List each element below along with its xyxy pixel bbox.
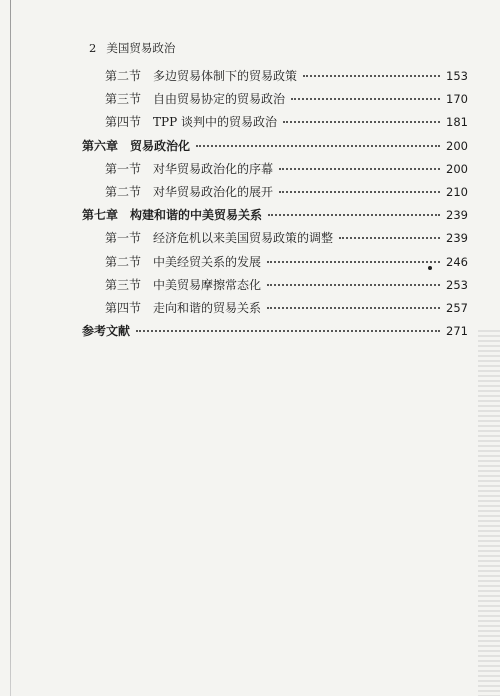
print-speck bbox=[428, 266, 432, 270]
toc-entry-number: 第七章 bbox=[82, 208, 119, 223]
toc-leader-dots bbox=[196, 135, 440, 147]
toc-entry-number: 第二节 bbox=[105, 185, 142, 199]
toc-chapter-row bbox=[82, 137, 468, 157]
toc-page-number: 271 bbox=[446, 324, 468, 339]
toc-entry-number: 第四节 bbox=[105, 301, 142, 315]
toc-leader-dots bbox=[268, 204, 440, 216]
toc-page-number: 257 bbox=[446, 301, 468, 315]
running-header bbox=[89, 40, 175, 56]
toc-entry-title: 对华贸易政治化的序幕 bbox=[153, 161, 274, 176]
toc-page-number: 239 bbox=[446, 231, 468, 246]
toc-entry-title: 自由贸易协定的贸易政治 bbox=[153, 92, 286, 107]
toc-page-number: 210 bbox=[446, 185, 468, 199]
toc-page-number: 200 bbox=[446, 138, 468, 153]
toc-chapter-row bbox=[82, 206, 468, 226]
toc-entry-number: 第六章 bbox=[82, 138, 119, 153]
toc-section-row bbox=[105, 90, 468, 110]
toc-entry-number: 第一节 bbox=[105, 161, 142, 176]
toc-entry-title: 走向和谐的贸易关系 bbox=[153, 301, 262, 315]
page-binding-edge bbox=[10, 0, 11, 696]
toc-leader-dots bbox=[267, 251, 440, 263]
toc-entry-title: 中美经贸关系的发展 bbox=[153, 254, 262, 269]
toc-leader-dots bbox=[283, 111, 440, 123]
toc-section-row bbox=[105, 160, 468, 180]
toc-section-row bbox=[105, 276, 468, 296]
toc-leader-dots bbox=[136, 320, 440, 332]
toc-entry-number: 第三节 bbox=[105, 277, 142, 292]
header-book-title: 美国贸易政治 bbox=[106, 41, 176, 55]
toc-page-number: 253 bbox=[446, 277, 468, 292]
toc-leader-dots bbox=[279, 158, 440, 170]
toc-page-number: 181 bbox=[446, 115, 468, 130]
toc-leader-dots bbox=[279, 181, 440, 193]
toc-section-row bbox=[105, 183, 468, 203]
header-page-number: 2 bbox=[89, 41, 97, 55]
toc-entry-number: 第三节 bbox=[105, 92, 142, 107]
toc-entry-number: 第二节 bbox=[105, 254, 142, 269]
toc-page-number: 239 bbox=[446, 208, 468, 223]
toc-entry-number: 第一节 bbox=[105, 231, 142, 246]
toc-entry-title: 对华贸易政治化的展开 bbox=[153, 185, 274, 199]
toc-entry-title: 多边贸易体制下的贸易政策 bbox=[153, 69, 298, 83]
toc-entry-number: 第四节 bbox=[105, 115, 142, 130]
toc-section-row bbox=[105, 113, 468, 133]
toc-leader-dots bbox=[339, 227, 440, 239]
toc-section-row bbox=[105, 299, 468, 319]
toc-entry-title: 中美贸易摩擦常态化 bbox=[153, 277, 262, 292]
toc-entry-title: TPP 谈判中的贸易政治 bbox=[153, 115, 277, 130]
toc-entry-title: 贸易政治化 bbox=[130, 138, 191, 153]
toc-page-number: 153 bbox=[446, 69, 468, 83]
toc-page-number: 246 bbox=[446, 254, 468, 269]
toc-chapter-row bbox=[82, 322, 468, 342]
toc-entry-title: 参考文献 bbox=[82, 324, 131, 339]
toc-section-row bbox=[105, 253, 468, 273]
toc-page-number: 170 bbox=[446, 92, 468, 107]
toc-leader-dots bbox=[267, 297, 440, 309]
toc-entry-number: 第二节 bbox=[105, 69, 142, 83]
toc-leader-dots bbox=[303, 65, 440, 77]
toc-page-number: 200 bbox=[446, 161, 468, 176]
toc-leader-dots bbox=[291, 88, 440, 100]
toc-entry-title: 经济危机以来美国贸易政策的调整 bbox=[153, 231, 334, 246]
toc-entry-title: 构建和谐的中美贸易关系 bbox=[130, 208, 263, 223]
page-edge-shadow bbox=[478, 330, 500, 696]
toc-leader-dots bbox=[267, 274, 440, 286]
toc-section-row bbox=[105, 67, 468, 87]
toc-section-row bbox=[105, 229, 468, 249]
